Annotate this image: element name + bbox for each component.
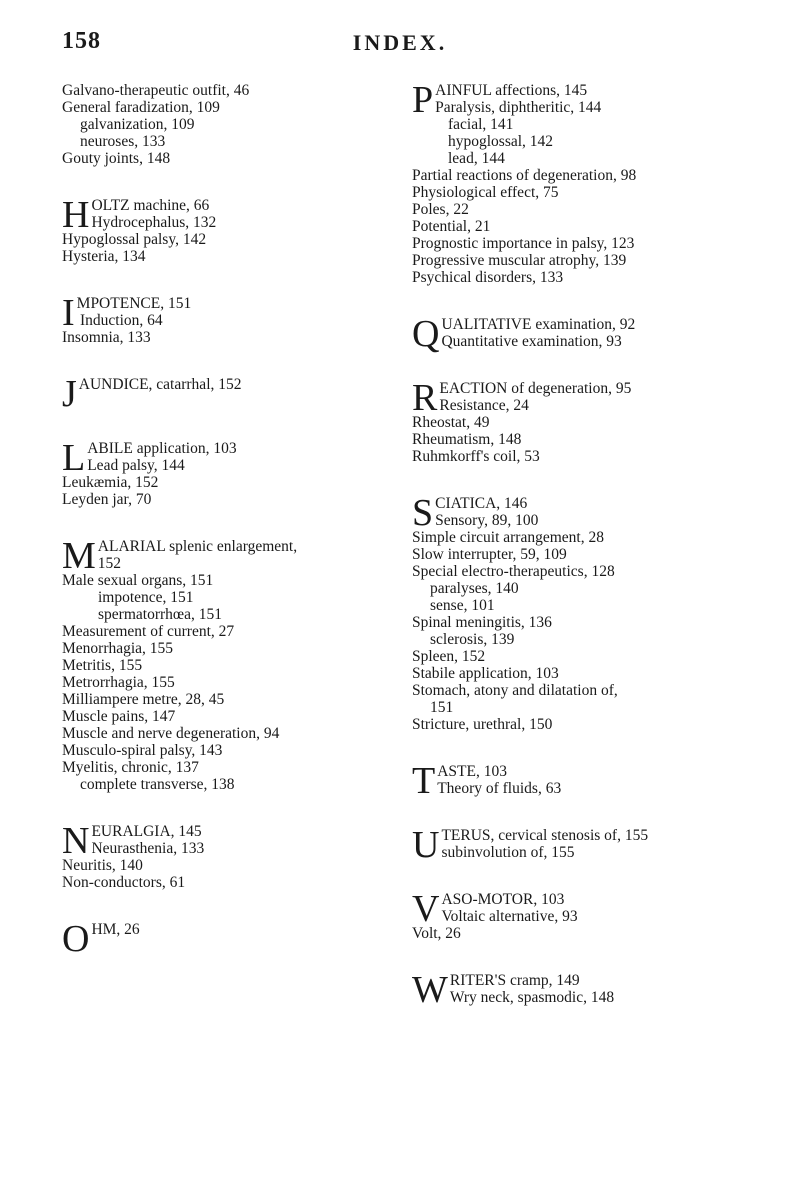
index-entry: Stabile application, 103 <box>412 665 559 682</box>
drop-initial: R <box>412 377 438 419</box>
index-section <box>62 437 407 508</box>
drop-initial: M <box>62 535 96 577</box>
index-entry: Hysteria, 134 <box>62 248 146 265</box>
drop-initial: W <box>412 969 448 1011</box>
index-section <box>62 292 407 346</box>
index-entry: CIATICA, 146 <box>435 495 528 512</box>
index-entry: Spinal meningitis, 136 <box>412 614 552 631</box>
page-number: 158 <box>62 28 101 54</box>
index-entry: Potential, 21 <box>412 218 491 235</box>
index-entry: Metrorrhagia, 155 <box>62 674 175 691</box>
index-entry: Quantitative examination, 93 <box>441 333 622 350</box>
index-entry: Special electro-therapeutics, 128 <box>412 563 615 580</box>
index-section <box>62 820 407 891</box>
index-entry: lead, 144 <box>448 150 505 167</box>
index-entry: subinvolution of, 155 <box>441 844 575 861</box>
drop-initial: O <box>62 918 90 960</box>
index-entry: Rheostat, 49 <box>412 414 490 431</box>
index-entry: Wry neck, spasmodic, 148 <box>449 989 615 1006</box>
index-entry: Hypoglossal palsy, 142 <box>62 231 207 248</box>
index-entry: neuroses, 133 <box>80 133 166 150</box>
index-entry: Slow interrupter, 59, 109 <box>412 546 567 563</box>
index-entry: EURALGIA, 145 <box>91 823 202 840</box>
right-column <box>412 79 757 1036</box>
drop-initial: P <box>412 79 434 121</box>
index-entry: Voltaic alternative, 93 <box>441 908 578 925</box>
index-section <box>412 888 757 942</box>
drop-initial: T <box>412 760 436 802</box>
index-entry: Lead palsy, 144 <box>87 457 185 474</box>
index-entry: Theory of fluids, 63 <box>437 780 562 797</box>
index-section <box>62 918 407 960</box>
index-entry: MPOTENCE, 151 <box>76 295 192 312</box>
drop-initial: V <box>412 888 440 930</box>
index-entry: ALARIAL splenic enlargement, <box>97 538 298 555</box>
index-section <box>412 969 757 1011</box>
index-entry: EACTION of degeneration, 95 <box>439 380 632 397</box>
index-entry: Leyden jar, 70 <box>62 491 152 508</box>
index-section <box>412 79 757 286</box>
index-entry: paralyses, 140 <box>430 580 519 597</box>
index-entry: Measurement of current, 27 <box>62 623 235 640</box>
index-entry: Non-conductors, 61 <box>62 874 186 891</box>
index-section <box>412 492 757 733</box>
index-entry: Menorrhagia, 155 <box>62 640 174 657</box>
index-entry: AUNDICE, catarrhal, 152 <box>78 376 242 393</box>
index-section <box>412 377 757 465</box>
index-entry: Hydrocephalus, 132 <box>91 214 217 231</box>
index-entry: Spleen, 152 <box>412 648 486 665</box>
index-entry: Prognostic importance in palsy, 123 <box>412 235 635 252</box>
index-entry: Myelitis, chronic, 137 <box>62 759 199 776</box>
drop-initial: L <box>62 437 86 479</box>
index-entry: 151 <box>430 699 454 716</box>
index-entry: Paralysis, diphtheritic, 144 <box>435 99 602 116</box>
drop-initial: J <box>62 373 77 415</box>
index-entry: Stomach, atony and dilatation of, <box>412 682 618 699</box>
index-entry: Psychical disorders, 133 <box>412 269 564 286</box>
index-entry: Ruhmkorff's coil, 53 <box>412 448 540 465</box>
index-entry: Induction, 64 <box>80 312 163 329</box>
index-entry: ABILE application, 103 <box>87 440 237 457</box>
index-entry: impotence, 151 <box>98 589 194 606</box>
index-entry: Insomnia, 133 <box>62 329 151 346</box>
left-column <box>62 82 407 985</box>
index-entry: hypoglossal, 142 <box>448 133 554 150</box>
index-entry: Galvano-therapeutic outfit, 46 <box>62 82 250 99</box>
index-entry: Rheumatism, 148 <box>412 431 522 448</box>
index-entry: TERUS, cervical stenosis of, 155 <box>441 827 649 844</box>
index-entry: Simple circuit arrangement, 28 <box>412 529 604 546</box>
index-entry: Partial reactions of degeneration, 98 <box>412 167 637 184</box>
index-entry: Metritis, 155 <box>62 657 143 674</box>
index-entry: General faradization, 109 <box>62 99 220 116</box>
index-section <box>412 760 757 802</box>
index-entry: Physiological effect, 75 <box>412 184 559 201</box>
index-entry: Sensory, 89, 100 <box>435 512 539 529</box>
index-entry: AINFUL affections, 145 <box>435 82 588 99</box>
index-entry: Gouty joints, 148 <box>62 150 171 167</box>
page-header <box>0 28 800 58</box>
index-entry: galvanization, 109 <box>80 116 195 133</box>
index-entry: Stricture, urethral, 150 <box>412 716 553 733</box>
index-section <box>412 313 757 355</box>
index-entry: RITER'S cramp, 149 <box>449 972 580 989</box>
index-entry: ASO-MOTOR, 103 <box>441 891 565 908</box>
index-entry: Leukæmia, 152 <box>62 474 159 491</box>
index-entry: Neurasthenia, 133 <box>91 840 205 857</box>
drop-initial: I <box>62 292 75 334</box>
index-entry: Musculo-spiral palsy, 143 <box>62 742 223 759</box>
index-entry: facial, 141 <box>448 116 514 133</box>
drop-initial: H <box>62 194 90 236</box>
index-entry: Neuritis, 140 <box>62 857 143 874</box>
index-entry: Resistance, 24 <box>439 397 529 414</box>
index-entry: ASTE, 103 <box>437 763 507 780</box>
index-entry: Poles, 22 <box>412 201 469 218</box>
index-entry: HM, 26 <box>91 921 140 938</box>
index-section <box>62 373 407 415</box>
index-section <box>62 194 407 265</box>
index-entry: sclerosis, 139 <box>430 631 515 648</box>
drop-initial: Q <box>412 313 440 355</box>
drop-initial: S <box>412 492 434 534</box>
index-entry: OLTZ machine, 66 <box>91 197 210 214</box>
index-entry: Progressive muscular atrophy, 139 <box>412 252 627 269</box>
index-entry: Muscle pains, 147 <box>62 708 176 725</box>
index-entry: Volt, 26 <box>412 925 461 942</box>
index-entry: sense, 101 <box>430 597 495 614</box>
index-section <box>62 535 407 793</box>
drop-initial: N <box>62 820 90 862</box>
index-entry: spermatorrhœa, 151 <box>98 606 222 623</box>
index-entry: 152 <box>97 555 122 572</box>
index-section <box>62 82 407 167</box>
index-entry: complete transverse, 138 <box>80 776 235 793</box>
drop-initial: U <box>412 824 440 866</box>
index-entry: Milliampere metre, 28, 45 <box>62 691 225 708</box>
page-title: INDEX. <box>352 30 448 55</box>
index-section <box>412 824 757 866</box>
index-entry: Muscle and nerve degeneration, 94 <box>62 725 280 742</box>
index-entry: UALITATIVE examination, 92 <box>441 316 636 333</box>
index-entry: Male sexual organs, 151 <box>62 572 214 589</box>
